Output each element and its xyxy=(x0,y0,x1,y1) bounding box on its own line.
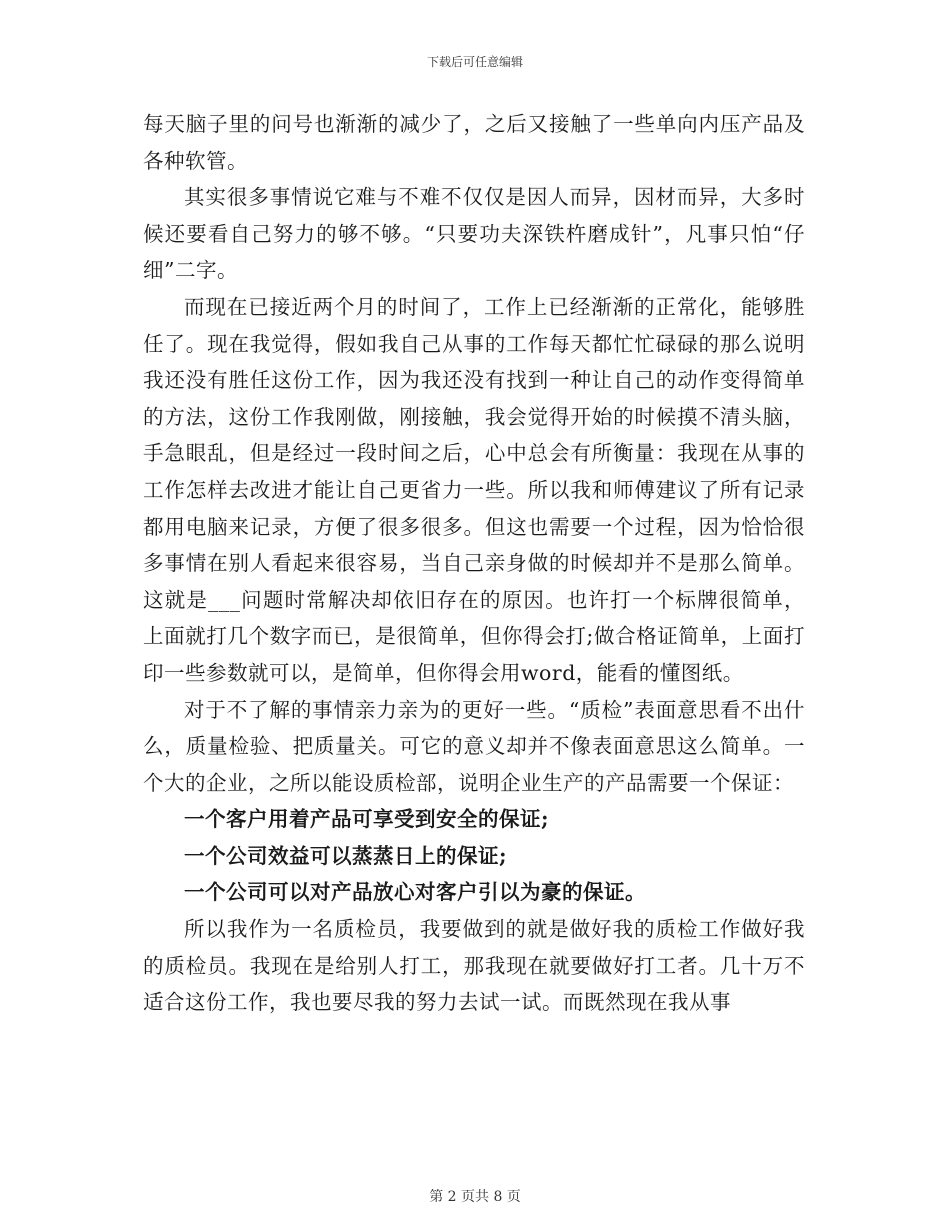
bold-line-1: 一个客户用着产品可享受到安全的保证; xyxy=(184,807,550,832)
paragraph-2: 其实很多事情说它难与不难不仅仅是因人而异，因材而异，大多时候还要看自己努力的够不够。“只要功夫深铁杵磨成针”，凡事只怕“仔细”二字。 xyxy=(143,185,805,283)
bold-line-2: 一个公司效益可以蒸蒸日上的保证; xyxy=(184,843,508,868)
paragraph-5: 所以我作为一名质检员，我要做到的就是做好我的质检工作做好我的质检员。我现在是给别人打工，那我现在就要做好打工者。几十万不适合这份工作，我也要尽我的努力去试一试。而既然现在我从事 xyxy=(143,917,805,1015)
page-header: 下载后可任意编辑 xyxy=(426,55,523,69)
page-footer: 第 2 页共 8 页 xyxy=(429,1189,521,1205)
paragraph-1: 每天脑子里的问号也渐渐的减少了，之后又接触了一些单向内压产品及各种软管。 xyxy=(143,112,805,173)
bold-line-3: 一个公司可以对产品放心对客户引以为豪的保证。 xyxy=(184,880,646,905)
document-body xyxy=(143,106,805,1021)
paragraph-3: 而现在已接近两个月的时间了，工作上已经渐渐的正常化，能够胜任了。现在我觉得，假如我自己从事的工作每天都忙忙碌碌的那么说明我还没有胜任这份工作，因为我还没有找到一种让自己的动作变得简单的方法，这份工作我刚做，刚接触，我会觉得开始的时候摸不清头脑，手急眼乱，但是经过一段时间之后，心中总会有所衡量：我现在从事的工作怎样去改进才能让自己更省力一些。所以我和师傅建议了所有记录都用电脑来记录，方便了很多很多。但这也需要一个过程，因为恰恰很多事情在别人看起来很容易，当自己亲身做的时候却并不是那么简单。这就是___问题时常解决却依旧存在的原因。也许打一个标牌很简单，上面就打几个数字而已，是很简单，但你得会打;做合格证简单，上面打印一些参数就可以，是简单，但你得会用word，能看的懂图纸。 xyxy=(143,294,805,685)
paragraph-4: 对于不了解的事情亲力亲为的更好一些。“质检”表面意思看不出什么，质量检验、把质量关。可它的意义却并不像表面意思这么简单。一个大的企业，之所以能设质检部，说明企业生产的产品需要一个保证： xyxy=(143,697,805,795)
